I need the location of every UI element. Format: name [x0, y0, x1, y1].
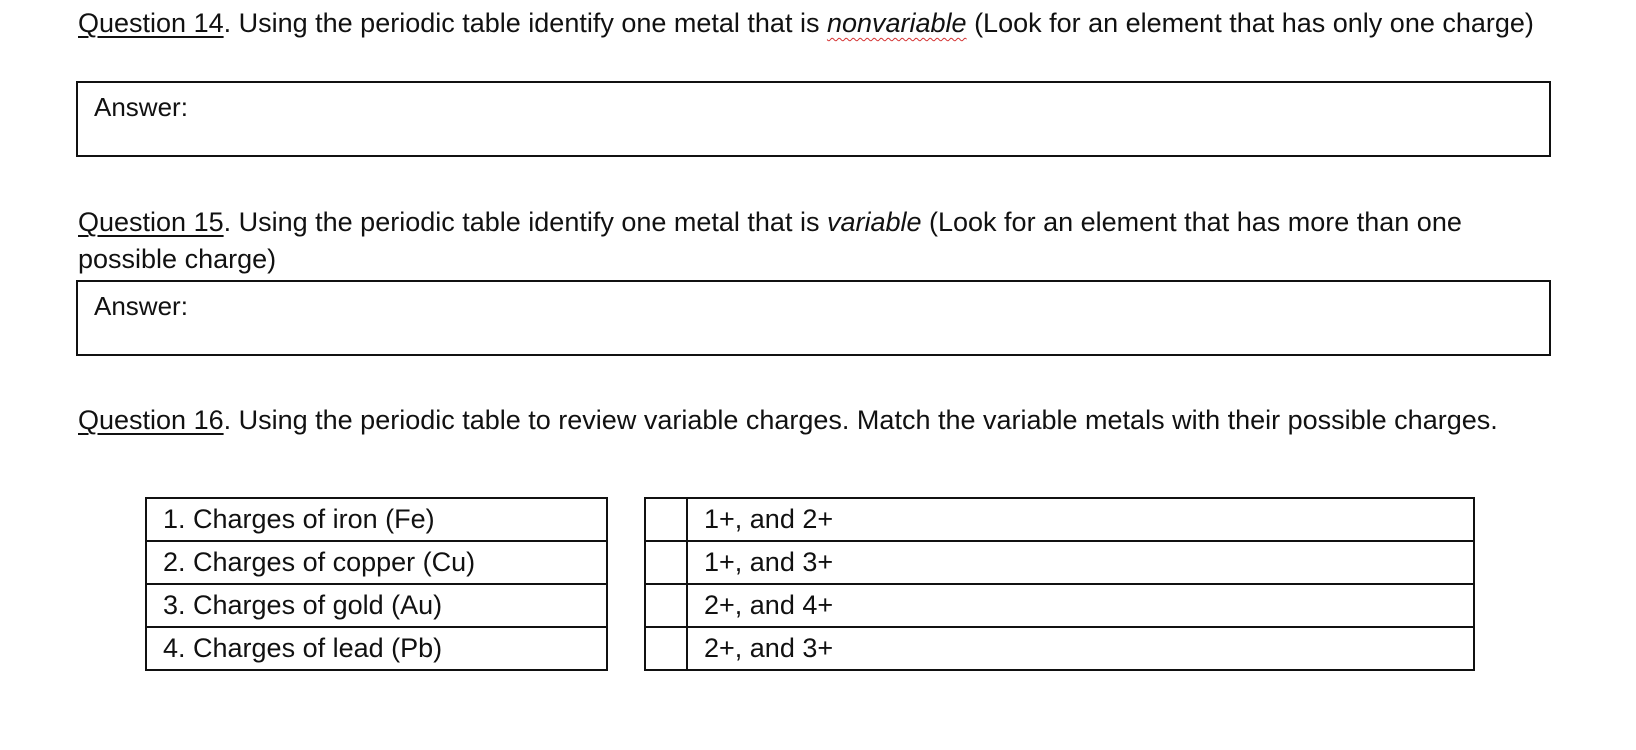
metal-cell: 2. Charges of copper (Cu) [146, 541, 607, 584]
question-15-answer-label: Answer: [94, 291, 188, 321]
metal-cell: 4. Charges of lead (Pb) [146, 627, 607, 670]
question-16-prompt [78, 400, 1558, 440]
match-answer-cell[interactable] [645, 584, 687, 627]
table-row [146, 541, 607, 584]
table-row [146, 627, 607, 670]
question-16-text: . Using the periodic table to review variable charges. Match the variable metals with their possible charges. [223, 405, 1498, 435]
question-14-prompt [78, 5, 1558, 42]
match-answer-cell[interactable] [645, 627, 687, 670]
question-14-emphasis: nonvariable [826, 8, 967, 38]
table-row [146, 584, 607, 627]
charge-cell: 1+, and 2+ [687, 498, 1474, 541]
table-row [146, 498, 607, 541]
question-14-text-b: (Look for an element that has only one charge) [966, 8, 1534, 38]
table-row [645, 498, 1474, 541]
metal-cell: 1. Charges of iron (Fe) [146, 498, 607, 541]
match-answer-cell[interactable] [645, 498, 687, 541]
question-15-emphasis: variable [826, 207, 922, 237]
metal-cell: 3. Charges of gold (Au) [146, 584, 607, 627]
table-row [645, 584, 1474, 627]
question-15-text-b: (Look for an element that has more than one possible charge) [78, 207, 1462, 274]
charge-cell: 2+, and 4+ [687, 584, 1474, 627]
question-15-answer-field[interactable] [76, 280, 1551, 356]
table-row [645, 627, 1474, 670]
metals-table [145, 497, 608, 671]
question-15-text-a: . Using the periodic table identify one metal that is [223, 207, 827, 237]
question-15-label: Question 15 [78, 207, 224, 237]
charge-cell: 2+, and 3+ [687, 627, 1474, 670]
charges-table [644, 497, 1475, 671]
question-14-answer-field[interactable] [76, 81, 1551, 157]
question-14-label: Question 14 [78, 8, 224, 38]
match-answer-cell[interactable] [645, 541, 687, 584]
table-row [645, 541, 1474, 584]
charge-cell: 1+, and 3+ [687, 541, 1474, 584]
question-16-label: Question 16 [78, 405, 224, 435]
question-14-answer-label: Answer: [94, 92, 188, 122]
question-15-prompt [78, 204, 1558, 278]
question-14-text-a: . Using the periodic table identify one metal that is [223, 8, 827, 38]
